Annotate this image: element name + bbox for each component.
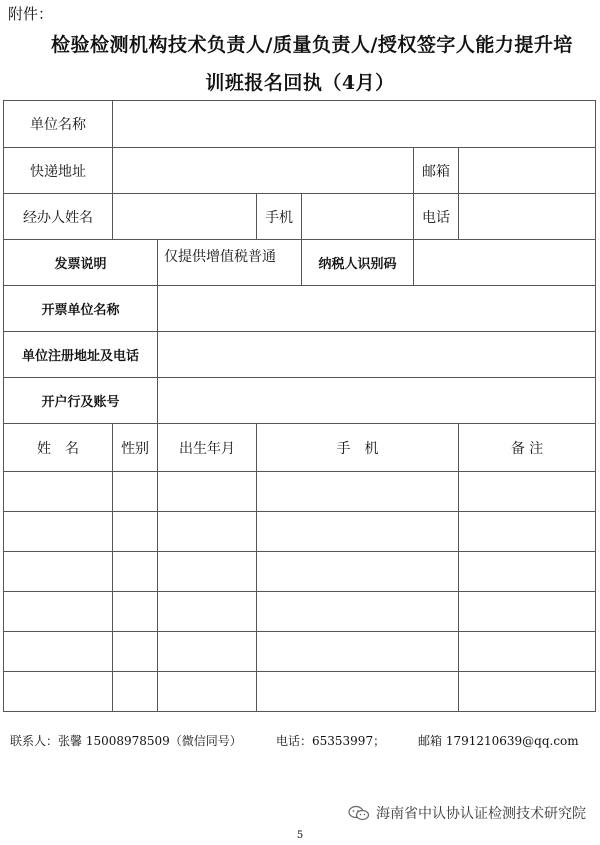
participant-remarks-cell[interactable] [459, 472, 596, 512]
participant-gender-cell[interactable] [113, 592, 158, 632]
phone-field[interactable] [459, 194, 596, 240]
participant-mobile-cell[interactable] [257, 512, 459, 552]
participant-mobile-cell[interactable] [257, 472, 459, 512]
invoice-row [4, 240, 596, 286]
participant-remarks-cell[interactable] [459, 512, 596, 552]
participant-name-cell[interactable] [4, 672, 113, 712]
header-remarks: 备 注 [459, 424, 596, 472]
mobile-field[interactable] [302, 194, 414, 240]
participant-row [4, 472, 596, 512]
participant-mobile-cell[interactable] [257, 672, 459, 712]
participant-name-cell[interactable] [4, 472, 113, 512]
participant-name-cell[interactable] [4, 592, 113, 632]
page-number: 5 [296, 830, 304, 841]
participant-remarks-cell[interactable] [459, 632, 596, 672]
mobile-label: 手机 [257, 194, 302, 240]
address-row [4, 148, 596, 194]
participant-birth-cell[interactable] [158, 672, 257, 712]
unit-name-label: 单位名称 [4, 101, 113, 148]
email-label: 邮箱 [414, 148, 459, 194]
bank-account-field[interactable] [158, 378, 596, 424]
participant-gender-cell[interactable] [113, 632, 158, 672]
participant-gender-cell[interactable] [113, 552, 158, 592]
invoice-unit-row [4, 286, 596, 332]
participant-birth-cell[interactable] [158, 512, 257, 552]
invoice-note-label: 发票说明 [4, 240, 158, 286]
contact-person: 联系人：张馨 15008978509（微信同号） [10, 734, 242, 748]
participant-remarks-cell[interactable] [459, 672, 596, 712]
bank-account-row [4, 378, 596, 424]
participant-row [4, 632, 596, 672]
address-field[interactable] [113, 148, 414, 194]
reg-address-row [4, 332, 596, 378]
form-title-line-2: 训班报名回执（4月） [205, 72, 395, 94]
participant-remarks-cell[interactable] [459, 552, 596, 592]
registration-form [3, 100, 596, 712]
unit-name-row [4, 101, 596, 148]
participant-birth-cell[interactable] [158, 592, 257, 632]
participant-row [4, 552, 596, 592]
participants-header-row [4, 424, 596, 472]
contact-email: 邮箱 1791210639@qq.com [418, 734, 579, 748]
reg-address-phone-label: 单位注册地址及电话 [4, 332, 158, 378]
participant-name-cell[interactable] [4, 512, 113, 552]
form-title-line-1: 检验检测机构技术负责人/质量负责人/授权签字人能力提升培 [51, 34, 573, 56]
wechat-icon [348, 805, 370, 821]
attachment-label: 附件： [8, 5, 54, 23]
participant-row [4, 512, 596, 552]
participant-gender-cell[interactable] [113, 512, 158, 552]
tax-id-field[interactable] [414, 240, 596, 286]
participant-row [4, 672, 596, 712]
header-mobile: 手 机 [257, 424, 459, 472]
participant-mobile-cell[interactable] [257, 592, 459, 632]
participant-birth-cell[interactable] [158, 552, 257, 592]
invoice-unit-field[interactable] [158, 286, 596, 332]
tax-id-label: 纳税人识别码 [302, 240, 414, 286]
contact-phone: 电话：65353997； [276, 734, 386, 748]
phone-label: 电话 [414, 194, 459, 240]
participant-mobile-cell[interactable] [257, 632, 459, 672]
address-label: 快递地址 [4, 148, 113, 194]
participant-remarks-cell[interactable] [459, 592, 596, 632]
email-field[interactable] [459, 148, 596, 194]
unit-name-field[interactable] [113, 101, 596, 148]
participant-mobile-cell[interactable] [257, 552, 459, 592]
participant-birth-cell[interactable] [158, 472, 257, 512]
header-gender: 性别 [113, 424, 158, 472]
handler-row [4, 194, 596, 240]
handler-name-field[interactable] [113, 194, 257, 240]
participant-name-cell[interactable] [4, 632, 113, 672]
watermark [348, 803, 586, 823]
participant-gender-cell[interactable] [113, 472, 158, 512]
participant-row [4, 592, 596, 632]
invoice-unit-label: 开票单位名称 [4, 286, 158, 332]
participant-name-cell[interactable] [4, 552, 113, 592]
invoice-note-value: 仅提供增值税普通 [158, 240, 302, 286]
reg-address-phone-field[interactable] [158, 332, 596, 378]
participant-gender-cell[interactable] [113, 672, 158, 712]
watermark-text: 海南省中认协认证检测技术研究院 [376, 806, 586, 822]
handler-name-label: 经办人姓名 [4, 194, 113, 240]
header-birth: 出生年月 [158, 424, 257, 472]
participant-birth-cell[interactable] [158, 632, 257, 672]
header-name: 姓 名 [4, 424, 113, 472]
bank-account-label: 开户行及账号 [4, 378, 158, 424]
